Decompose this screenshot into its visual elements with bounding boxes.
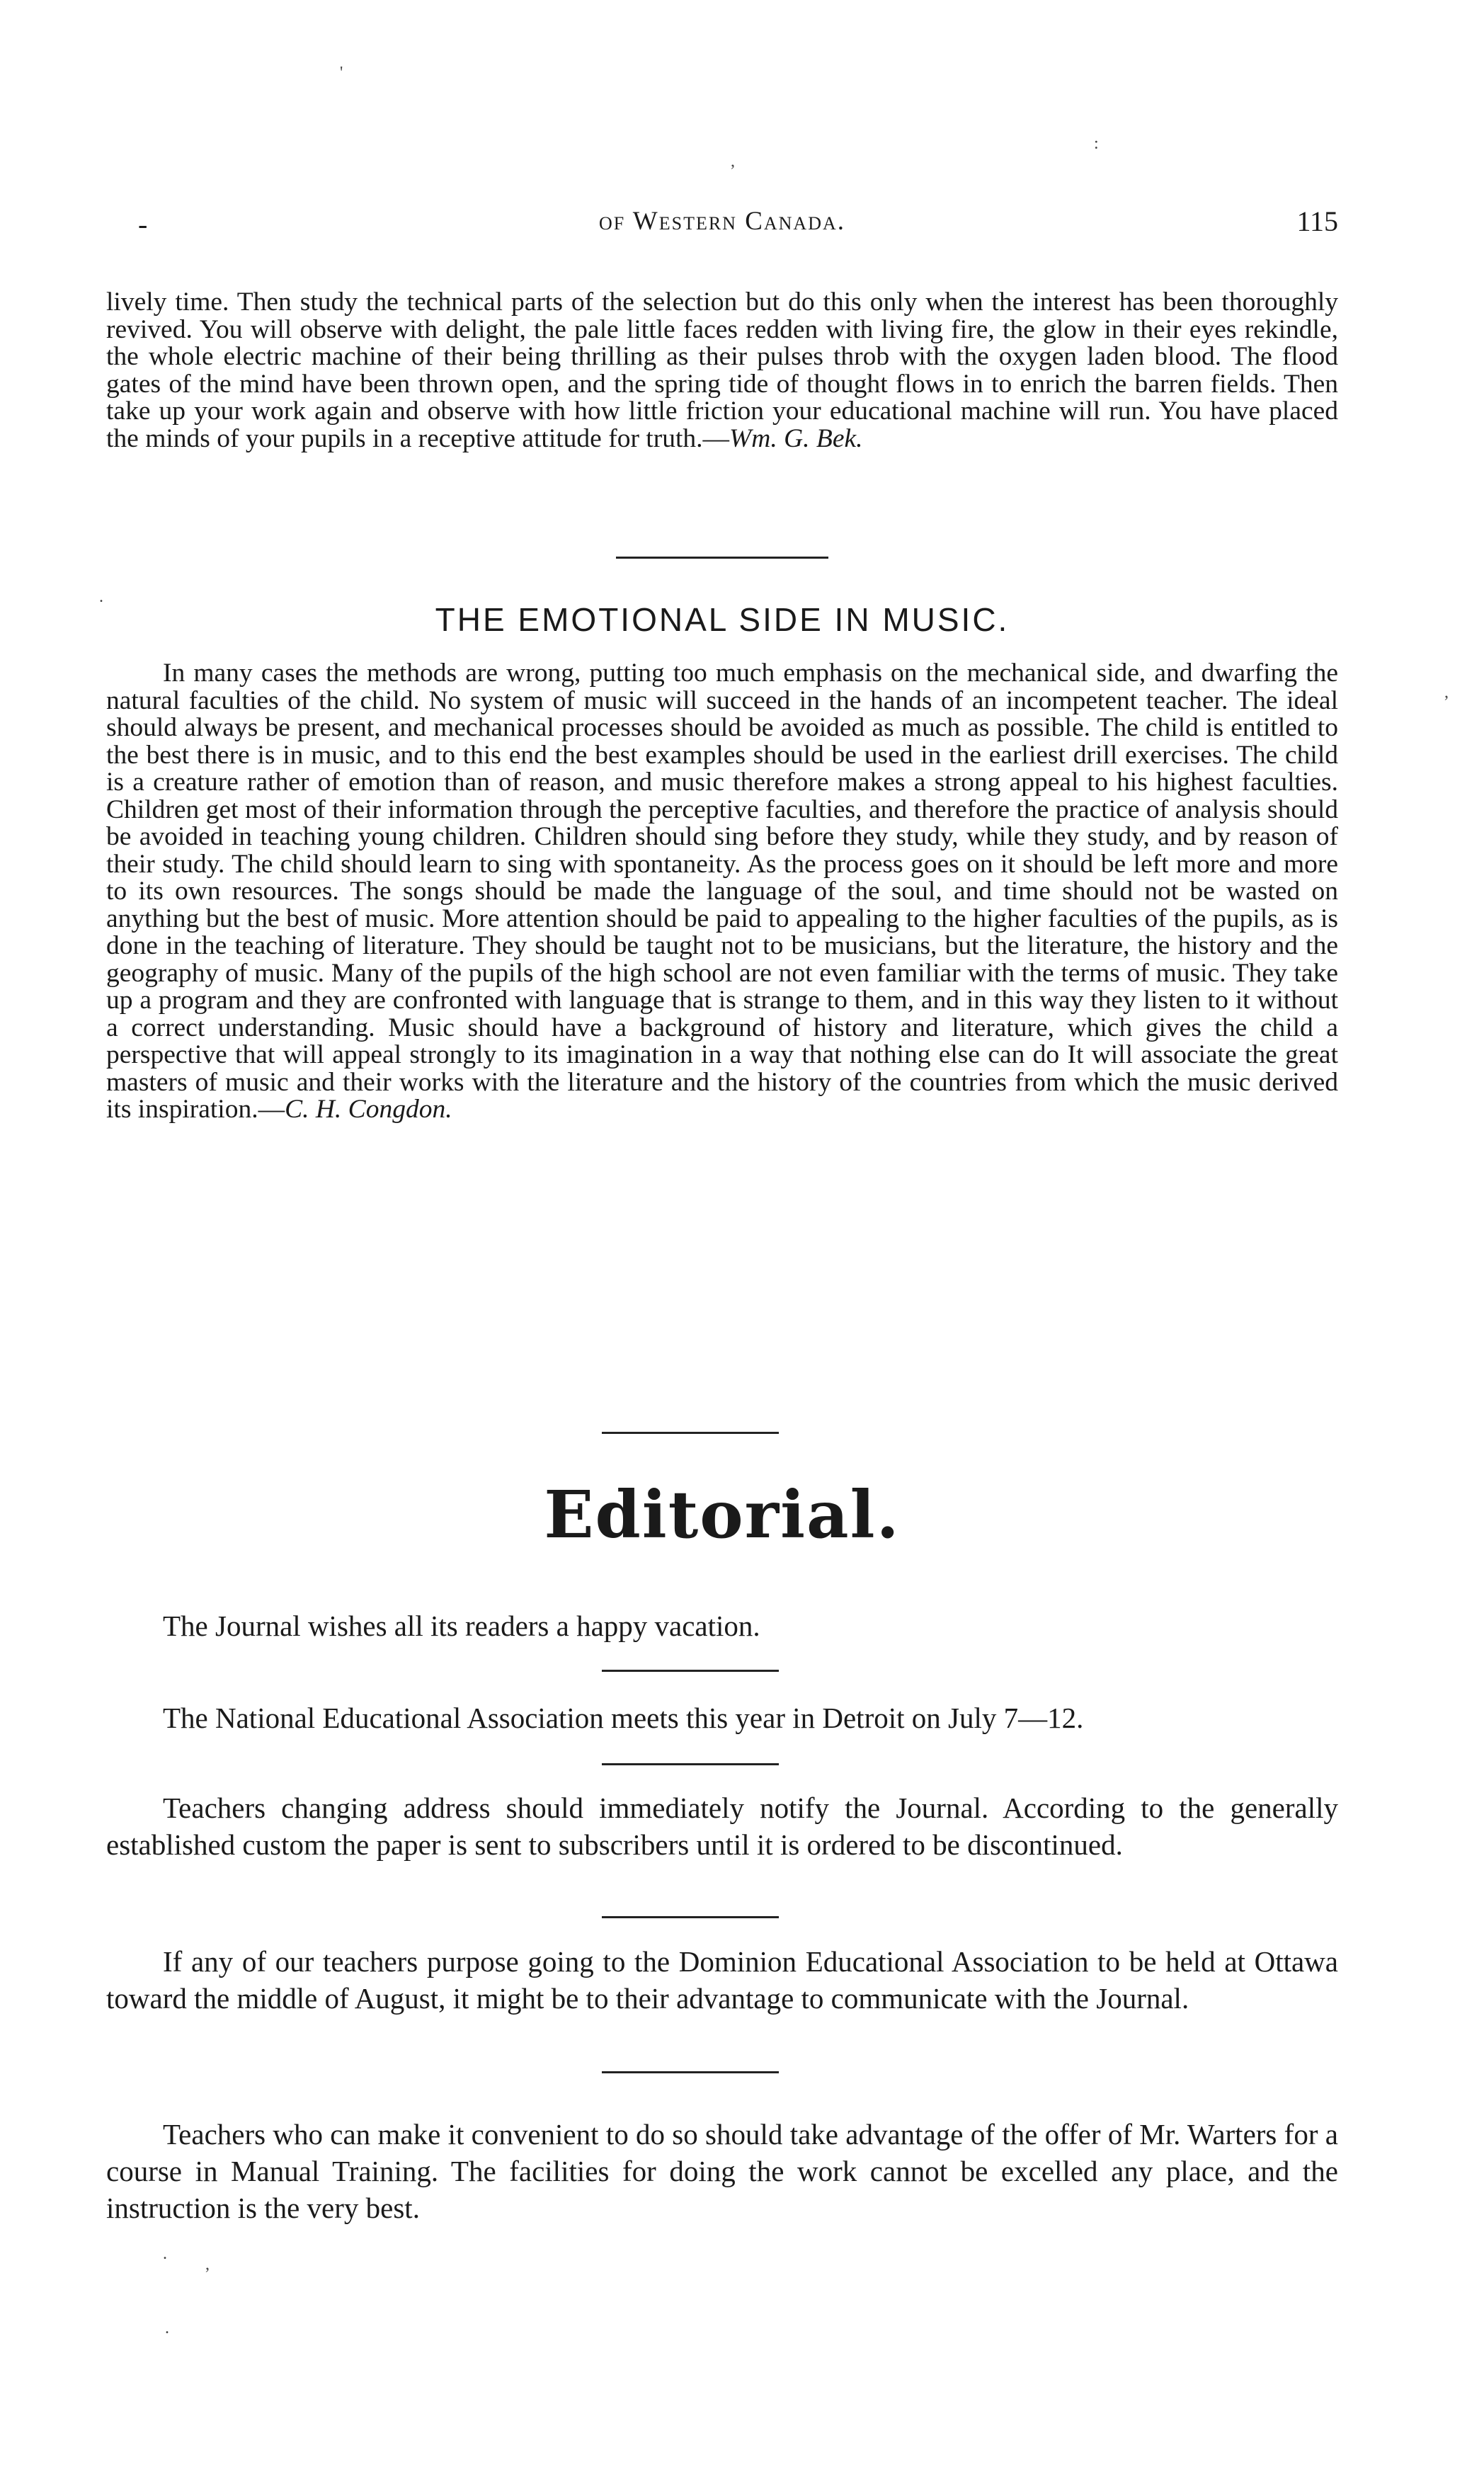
scan-speck: : — [1094, 135, 1099, 153]
scan-speck: . — [163, 2245, 167, 2263]
scan-speck: . — [165, 2319, 169, 2337]
editorial-item — [106, 1607, 1338, 1644]
scan-speck: ' — [340, 64, 343, 82]
scan-speck: . — [99, 588, 103, 606]
item-rule — [602, 1916, 779, 1918]
running-head — [106, 202, 1338, 244]
editorial-item-text: Teachers who can make it convenient to do so should take advantage of the offer of Mr. Warters for a course in Manual Training. The facilities for doing the work cannot be excelled any place, and the instruction is the very best. — [106, 2118, 1338, 2224]
article-body — [106, 660, 1338, 1124]
continued-article-paragraph — [106, 289, 1338, 452]
running-title: of Western Canada. — [598, 207, 846, 236]
item-rule — [602, 1670, 779, 1672]
item-rule — [602, 2071, 779, 2073]
item-rule — [602, 1763, 779, 1765]
scan-speck: , — [1444, 683, 1449, 702]
article-signature: C. H. Congdon. — [285, 1095, 452, 1124]
continued-article-text: lively time. Then study the technical parts of the selection but do this only when the interest has been thoroughly revived. You will observe with delight, the pale little faces redden with living fire, the glow in their eyes rekindle, the whole electric machine of their being thrilling as their pulses throb with the oxygen laden blood. The flood gates of the mind have been thrown open, and the spring tide of thought flows in to enrich the barren fields. Then take up your work again and observe with how little friction your educational machine will run. You have placed the minds of your pupils in a receptive attitude for truth.— — [106, 287, 1338, 453]
page-number: 115 — [1296, 205, 1338, 237]
editorial-item-text: Teachers changing address should immediately notify the Journal. According to the generally established custom the paper is sent to subscribers until it is ordered to be discontinued. — [106, 1792, 1338, 1861]
scan-speck: , — [205, 2255, 210, 2274]
scan-speck: , — [731, 152, 735, 171]
article-paragraph — [106, 660, 1338, 1124]
editorial-item — [106, 2116, 1338, 2226]
section-rule — [602, 1432, 779, 1434]
editorial-heading: Editorial. — [544, 1476, 901, 1553]
continued-article — [106, 289, 1338, 452]
section-rule — [616, 557, 828, 559]
editorial-item — [106, 1789, 1338, 1863]
article-text: In many cases the methods are wrong, putting too much emphasis on the mechanical side, and dwarfing the natural faculties of the child. No system of music will succeed in the hands of an incompetent teacher. The ideal should always be present, and mechanical processes should be avoided as much as possible. The child is entitled to the best there is in music, and to this end the best examples should be used in the earliest drill exercises. The child is a creature rather of emotion than of reason, and music therefore makes a strong appeal to his highest faculties. Children get most of their information through the perceptive faculties, and therefore the practice of analysis should be avoided in teaching young children. Children should sing before they study, while they study, and by reason of their study. The child should learn to sing with spontaneity. As the process goes on it should be left more and more to its own resources. The songs should be made the language of the soul, and time should not be wasted on anything but the best of music. More attention should be paid to appealing to the higher faculties of the pupils, as is done in the teaching of literature. They should be taught not to be musicians, but the literature, the history and the geography of music. Many of the pupils of the high school are not even familiar with the terms of music. They take up a program and they are confronted with language that is strange to them, and in this way they listen to it without a correct understanding. Music should have a background of history and literature, which gives the child a perspective that will appeal strongly to its imagination in a way that nothing else can do It will associate the great masters of music and their works with the literature and the history of the countries from which the music derived its inspiration.— — [106, 659, 1338, 1124]
article-heading: THE EMOTIONAL SIDE IN MUSIC. — [435, 601, 1010, 638]
editorial-item — [106, 1699, 1338, 1736]
editorial-item-text: If any of our teachers purpose going to the Dominion Educational Association to be held at Ottawa toward the middle of August, it might be to their advantage to communicate with the Journal. — [106, 1945, 1338, 2015]
editorial-item — [106, 1943, 1338, 2017]
editorial-item-text: The National Educational Association meets this year in Detroit on July 7—12. — [163, 1702, 1084, 1734]
header-dash: - — [138, 208, 148, 240]
editorial-item-text: The Journal wishes all its readers a happy vacation. — [163, 1610, 760, 1642]
continued-article-signature: Wm. G. Bek. — [729, 423, 863, 453]
